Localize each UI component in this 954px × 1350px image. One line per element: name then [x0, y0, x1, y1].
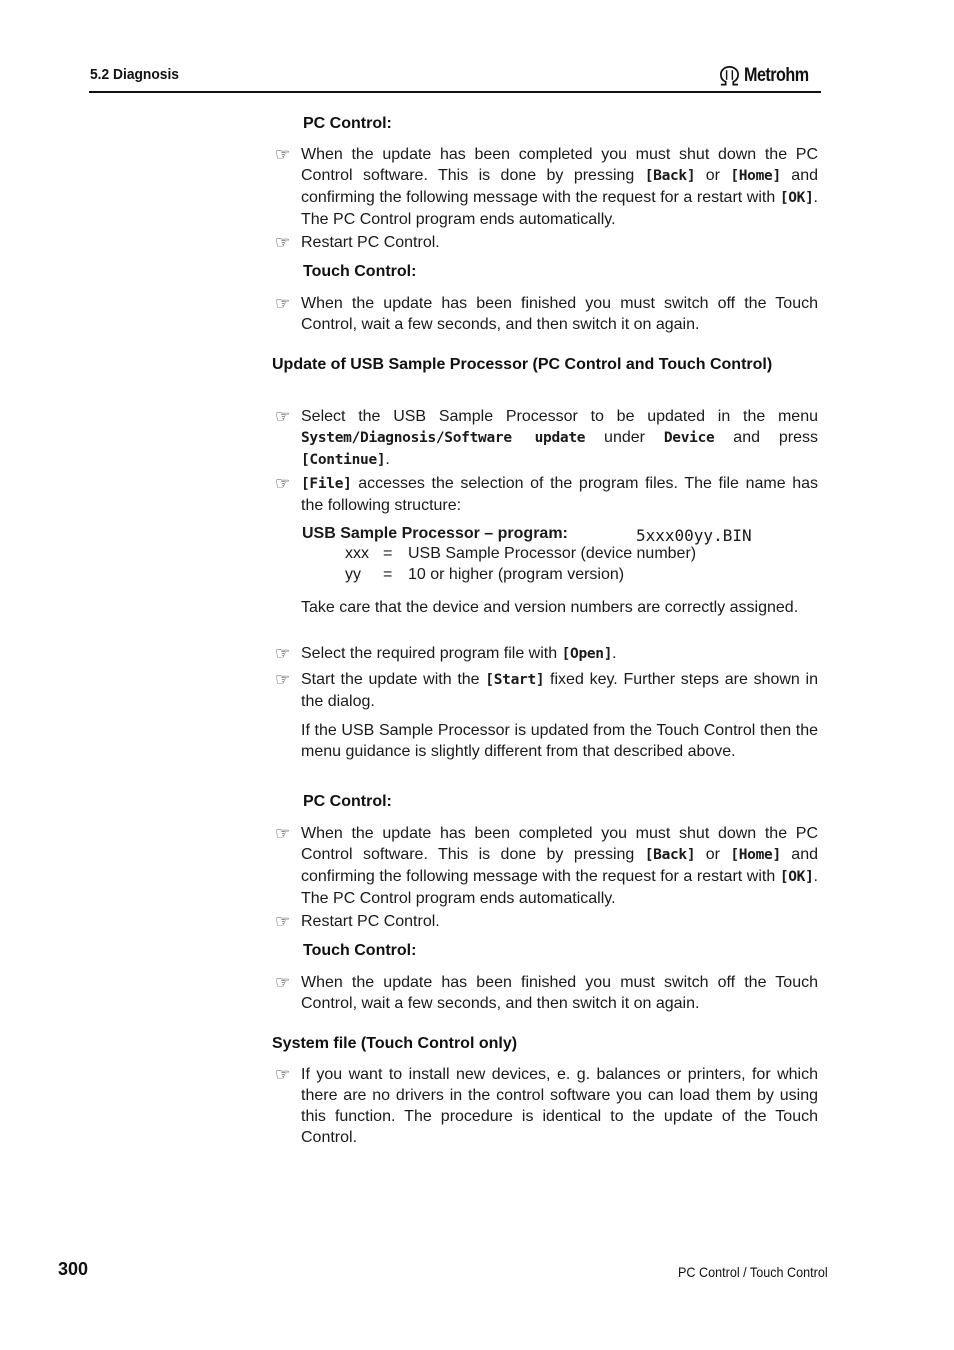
list-item: ☞ When the update has been finished you must switch off the Touch Control, wait a few seconds, and then switch it on again. — [275, 973, 818, 1012]
def-value: USB Sample Processor (device number) — [408, 545, 697, 562]
file-key: [File] — [301, 476, 352, 492]
program-filename: 5xxx00yy.BIN — [636, 526, 752, 545]
list-item: ☞ Start the update with the [Start] fixed key. Further steps are shown in the dialog. — [275, 670, 818, 710]
home-key: [Home] — [730, 847, 781, 863]
menu-path: System/Diagnosis/Software update — [301, 430, 586, 446]
omega-logo-icon — [718, 65, 741, 87]
header-rule — [89, 91, 821, 93]
def-key: yy — [345, 566, 361, 583]
def-eq: = — [383, 545, 393, 562]
section-header: 5.2 Diagnosis — [90, 66, 179, 83]
pointing-hand-icon: ☞ — [275, 973, 291, 992]
pointing-hand-icon: ☞ — [275, 1065, 291, 1084]
pointing-hand-icon: ☞ — [275, 407, 291, 426]
def-key: xxx — [345, 545, 369, 562]
pointing-hand-icon: ☞ — [275, 145, 291, 164]
pointing-hand-icon: ☞ — [275, 233, 291, 252]
footer-title: PC Control / Touch Control — [678, 1264, 828, 1280]
touch-note-paragraph: If the USB Sample Processor is updated from the Touch Control then the menu guidance is slightly different from that described above. — [301, 722, 818, 760]
pointing-hand-icon: ☞ — [275, 824, 291, 843]
pc-control-label: PC Control: — [303, 115, 392, 132]
list-item: ☞ When the update has been completed you must shut down the PC Control software. This is done by pressing [Back] or [Home] and confirming the following message with the request for a restart with [OK]. The PC Control program ends automatically. — [275, 145, 818, 228]
list-item: ☞ Restart PC Control. — [275, 912, 440, 931]
ok-key: [OK] — [779, 190, 814, 206]
pointing-hand-icon: ☞ — [275, 294, 291, 313]
def-value: 10 or higher (program version) — [408, 566, 625, 583]
back-key: [Back] — [644, 847, 696, 863]
pointing-hand-icon: ☞ — [275, 670, 291, 689]
list-item: ☞ If you want to install new devices, e. g. balances or printers, for which there are no drivers in the control software you can load them by using this function. The procedure is identical to the update of the Touch Control. — [275, 1065, 818, 1146]
usb-update-heading: Update of USB Sample Processor (PC Control and Touch Control) — [272, 356, 773, 373]
device-field: Device — [663, 430, 715, 446]
system-file-heading: System file (Touch Control only) — [272, 1035, 518, 1052]
continue-key: [Continue] — [301, 452, 386, 468]
list-item: ☞ When the update has been finished you must switch off the Touch Control, wait a few seconds, and then switch it on again. — [275, 294, 818, 333]
page-number: 300 — [58, 1259, 89, 1279]
metrohm-logo — [718, 64, 820, 88]
touch-control-label: Touch Control: — [303, 263, 417, 280]
pointing-hand-icon: ☞ — [275, 644, 291, 663]
pointing-hand-icon: ☞ — [275, 474, 291, 493]
touch-control-label: Touch Control: — [303, 942, 417, 959]
pointing-hand-icon: ☞ — [275, 912, 291, 931]
program-label: USB Sample Processor – program: — [302, 525, 568, 542]
list-item: ☞ Select the required program file with [Open]. — [275, 644, 617, 663]
back-key: [Back] — [644, 168, 696, 184]
list-item: ☞ [File] accesses the selection of the program files. The file name has the following structure: — [275, 474, 818, 514]
list-item: ☞ When the update has been completed you must shut down the PC Control software. This is done by pressing [Back] or [Home] and confirming the following message with the request for a restart with [OK]. The PC Control program ends automatically. — [275, 824, 818, 907]
pc-control-label: PC Control: — [303, 793, 392, 810]
open-key: [Open] — [561, 646, 613, 662]
list-item: ☞ Select the USB Sample Processor to be updated in the menu System/Diagnosis/Software update under Device and press [Continue]. — [275, 407, 818, 468]
list-item: ☞ Restart PC Control. — [275, 233, 440, 252]
def-eq: = — [383, 566, 393, 583]
care-paragraph: Take care that the device and version numbers are correctly assigned. — [301, 599, 799, 616]
start-key: [Start] — [485, 672, 545, 688]
home-key: [Home] — [730, 168, 781, 184]
ok-key: [OK] — [779, 869, 814, 885]
logo-wordmark: Metrohm — [743, 65, 809, 86]
